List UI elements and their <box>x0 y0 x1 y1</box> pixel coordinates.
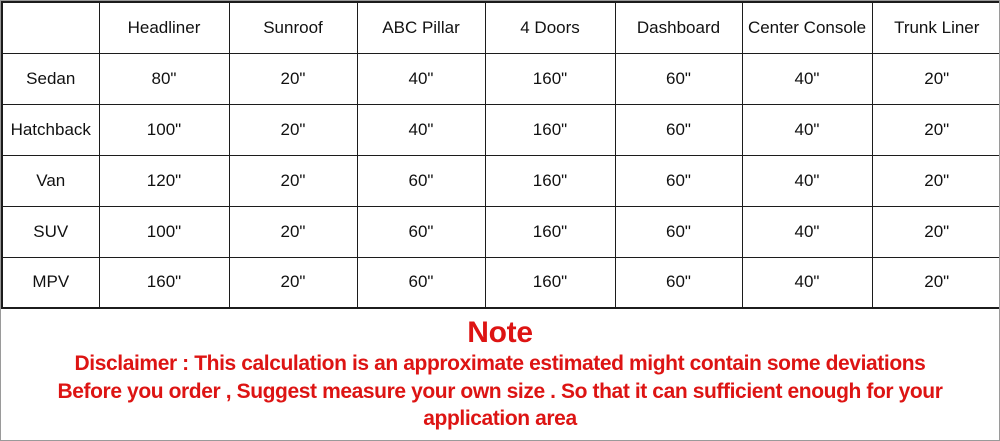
row-label: Hatchback <box>2 104 99 155</box>
table-cell: 40" <box>742 53 872 104</box>
column-header-4-doors: 4 Doors <box>485 2 615 53</box>
row-label: MPV <box>2 257 99 308</box>
table-row-hatchback <box>2 104 1000 155</box>
table-cell: 160" <box>485 155 615 206</box>
table-cell: 20" <box>872 206 1000 257</box>
table-cell: 100" <box>99 206 229 257</box>
table-row-mpv <box>2 257 1000 308</box>
table-cell: 160" <box>485 53 615 104</box>
disclaimer-line-3: application area <box>423 407 577 430</box>
corner-cell <box>2 2 99 53</box>
table-cell: 40" <box>742 155 872 206</box>
table-cell: 60" <box>615 53 742 104</box>
column-header-dashboard: Dashboard <box>615 2 742 53</box>
table-cell: 20" <box>229 53 357 104</box>
table-cell: 40" <box>742 104 872 155</box>
table-cell: 20" <box>229 257 357 308</box>
table-cell: 20" <box>229 155 357 206</box>
disclaimer-line-1: Disclaimer : This calculation is an approximate estimated might contain some deviations <box>74 352 926 375</box>
note-title: Note <box>467 316 533 349</box>
table-row-sedan <box>2 53 1000 104</box>
header-row <box>2 2 1000 53</box>
table-cell: 60" <box>615 155 742 206</box>
table-cell: 100" <box>99 104 229 155</box>
column-header-headliner: Headliner <box>99 2 229 53</box>
size-table <box>1 1 1000 309</box>
table-cell: 40" <box>357 104 485 155</box>
column-header-center-console: Center Console <box>742 2 872 53</box>
table-cell: 60" <box>615 257 742 308</box>
table-row-suv <box>2 206 1000 257</box>
table-cell: 120" <box>99 155 229 206</box>
row-label: Sedan <box>2 53 99 104</box>
table-cell: 60" <box>615 104 742 155</box>
table-cell: 20" <box>229 104 357 155</box>
table-cell: 160" <box>485 104 615 155</box>
table-cell: 80" <box>99 53 229 104</box>
row-label: SUV <box>2 206 99 257</box>
table-cell: 60" <box>357 206 485 257</box>
table-cell: 60" <box>357 257 485 308</box>
table-cell: 20" <box>872 155 1000 206</box>
table-cell: 160" <box>485 257 615 308</box>
column-header-trunk-liner: Trunk Liner <box>872 2 1000 53</box>
table-cell: 60" <box>615 206 742 257</box>
table-cell: 160" <box>485 206 615 257</box>
table-cell: 40" <box>357 53 485 104</box>
table-cell: 40" <box>742 206 872 257</box>
table-cell: 160" <box>99 257 229 308</box>
table-cell: 20" <box>872 53 1000 104</box>
table-cell: 20" <box>229 206 357 257</box>
column-header-abc-pillar: ABC Pillar <box>357 2 485 53</box>
table-cell: 20" <box>872 257 1000 308</box>
table-row-van <box>2 155 1000 206</box>
disclaimer-line-2: Before you order , Suggest measure your own size . So that it can sufficient enough for your <box>57 379 943 403</box>
row-label: Van <box>2 155 99 206</box>
column-header-sunroof: Sunroof <box>229 2 357 53</box>
table-cell: 20" <box>872 104 1000 155</box>
table-cell: 60" <box>357 155 485 206</box>
table-cell: 40" <box>742 257 872 308</box>
note-section <box>1 309 999 436</box>
